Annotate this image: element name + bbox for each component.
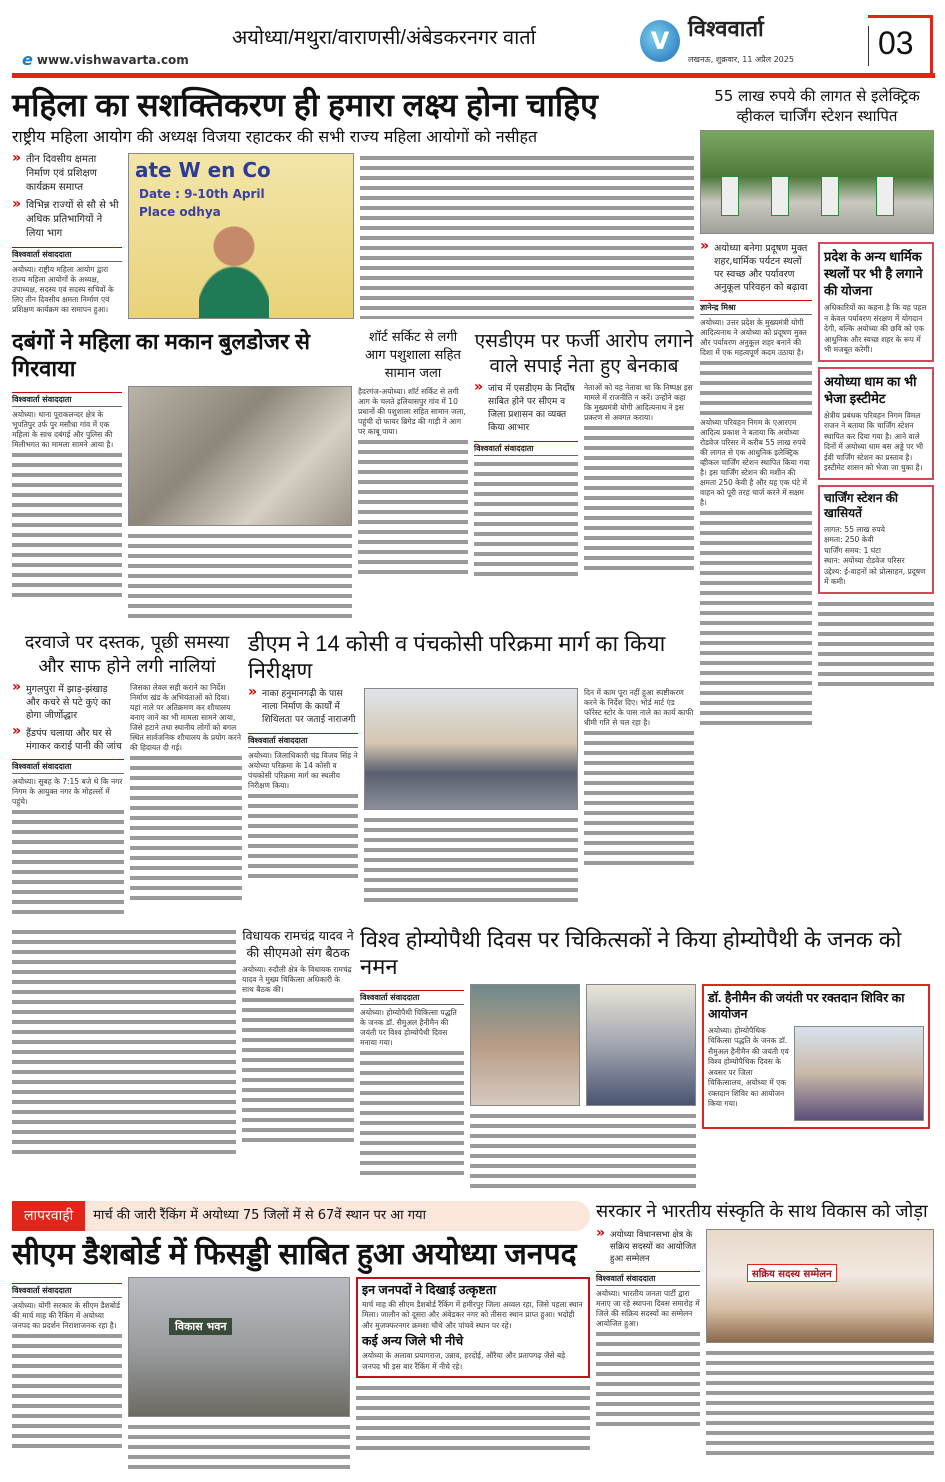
- story1-text: [360, 153, 694, 319]
- story6-bullet: » नाका हनुमानगढ़ी के पास नाला निर्माण के कार्यों में शिथिलता पर जताई नाराजगी: [248, 688, 358, 727]
- sammelan-photo: सक्रिय सदस्य सम्मेलन: [706, 1229, 934, 1343]
- dateline: लखनऊ, शुक्रवार, 11 अप्रैल 2025: [688, 55, 794, 64]
- page-number: 03: [878, 25, 914, 61]
- byline: विश्ववार्ता संवाददाता: [12, 759, 124, 774]
- byline: विश्ववार्ता संवाददाता: [596, 1271, 700, 1286]
- byline: विश्ववार्ता संवाददाता: [474, 441, 578, 456]
- districts-box: इन जनपदों ने दिखाई उत्कृष्टता मार्च माह की सीएम डैशबोर्ड रैंकिंग में हमीरपुर जिला अव्वल रहा, जिसे पहला स्थान मिला। जालौन को दूसरा और अंबेडकर नगर को तीसरा स्थान प्राप्त हुआ। भदोही और मुजफ्फरनगर क्रमशः चौथे और पांचवें स्थान पर रहे। कई अन्य जिले भी नीचे अयोध्या के अलावा प्रयागराज, उन्नाव, हरदोई, औरैया और प्रतापगढ़ जैसे बड़े जनपद भी इस बार रैंकिंग में नीचे रहे।: [356, 1277, 590, 1379]
- demolished-house-photo: [128, 386, 352, 526]
- page-number-box: [868, 15, 933, 73]
- story2-headline: दबंगों ने महिला का मकान बुलडोजर से गिरवाया: [12, 329, 311, 381]
- vikas-bhawan-photo: विकास भवन: [128, 1277, 350, 1417]
- website-link[interactable]: e www.vishwavarta.com: [22, 50, 189, 69]
- brand-logo-icon: V: [640, 20, 680, 62]
- story5-bullet: » हैंडपंप चलाया और घर से मंगाकर कराई पानी की जांच: [12, 727, 124, 753]
- ev-box-features: चार्जिंग स्टेशन की खासियतें लागत: 55 लाख रुपये क्षमता: 250 केवी चार्जिंग समय: 1 घंटा स्थान: अयोध्या रोडवेज परिसर उद्देश्य: ई-वाहनों को प्रोत्साहन, प्रदूषण में कमी।: [818, 485, 934, 594]
- story1-bullet: » विभिन्न राज्यों से सौ से भी अधिक प्रतिभागियों ने लिया भाग: [12, 199, 122, 241]
- kicker-bar: लापरवाही मार्च की जारी रैंकिंग में अयोध्या 75 जिलों में से 67वें स्थान पर आ गया: [12, 1201, 590, 1231]
- byline: विश्ववार्ता संवाददाता: [12, 392, 122, 407]
- story4-bullet: » जांच में एसडीएम के निर्दोष साबित होने पर सीएम व जिला प्रशासन का व्यक्त किया आभार: [474, 383, 578, 435]
- story9-headline: सीएम डैशबोर्ड में फिसड्डी साबित हुआ अयोध्या जनपद: [12, 1237, 577, 1271]
- story1-headline: महिला का सशक्तिकरण ही हमारा लक्ष्य होना चाहिए: [12, 87, 598, 123]
- story6-headline: डीएम ने 14 कोसी व पंचकोसी परिक्रमा मार्ग का किया निरीक्षण: [248, 631, 666, 683]
- homeopathy-doctors-photo: [586, 984, 696, 1106]
- byline: विश्ववार्ता संवाददाता: [248, 733, 358, 748]
- story5-headline: दरवाजे पर दस्तक, पूछी समस्या और साफ होने लगी नालियां: [24, 632, 230, 678]
- story8-headline: विश्व होम्योपैथी दिवस पर चिकित्सकों ने किया होम्योपैथी के जनक को नमन: [360, 927, 902, 979]
- brand-name: विश्ववार्ता: [688, 16, 764, 41]
- dm-inspection-photo: [364, 688, 578, 810]
- edition-title: अयोध्या/मथुरा/वाराणसी/अंबेडकरनगर वार्ता: [232, 27, 536, 49]
- speaker-figure: [199, 226, 269, 318]
- story1-lead: अयोध्या। राष्ट्रीय महिला आयोग द्वारा राज्य महिला आयोगों के अध्यक्ष, उपाध्यक्ष, सदस्य एवं सदस्य सचिवों के लिए तीन दिवसीय क्षमता निर्माण एवं प्रशिक्षण कार्यक्रम का समापन हुआ।: [12, 265, 114, 315]
- story1-photo: ate W en Co Date : 9-10th April Place odhya: [128, 153, 354, 319]
- ev-station-photo: [700, 130, 934, 234]
- browser-e-icon: e: [22, 50, 33, 69]
- blood-donation-photo: [794, 1026, 924, 1121]
- story3-headline: शॉर्ट सर्किट से लगी आग पशुशाला सहित सामान जला: [365, 330, 461, 382]
- header-rule: [12, 73, 935, 78]
- story10-bullet: » अयोध्या विधानसभा क्षेत्र के सक्रिय सदस्यों का आयोजित हुआ सम्मेलन: [596, 1229, 700, 1265]
- story4-headline: एसडीएम पर फर्जी आरोप लगाने वाले सपाई नेता हुए बेनकाब: [474, 330, 694, 378]
- ev-bullet: » अयोध्या बनेगा प्रदूषण मुक्त शहर,धार्मिक पर्यटन स्थलों पर स्वच्छ और पर्यावरण अनुकूल परिवहन को बढ़ावा: [700, 242, 812, 294]
- ev-box-estimate: अयोध्या धाम का भी भेजा इस्टीमेट क्षेत्रीय प्रबंधक परिवहन निगम विमल राजन ने बताया कि चार्जिंग स्टेशन स्थापित कर दिया गया है। आने वाले दिनों में अयोध्या धाम बस अड्डे पर भी ईवी चार्जिंग स्टेशन का प्रस्ताव है। इस्टीमेट शासन को भेजा जा चुका है।: [818, 367, 934, 480]
- story7-headline: विधायक रामचंद्र यादव ने की सीएमओ संग बैठक: [242, 928, 354, 961]
- ev-box-other-sites: प्रदेश के अन्य धार्मिक स्थलों पर भी है लगाने की योजना अधिकारियों का कहना है कि यह पहल न केवल पर्यावरण संरक्षण में योगदान देगी, बल्कि अयोध्या की छवि को एक आधुनिक और स्वच्छ शहर के रूप में भी मजबूत करेगी।: [818, 242, 934, 362]
- byline: ज्ञानेन्द्र मिश्रा: [700, 300, 812, 315]
- story1-subhead: राष्ट्रीय महिला आयोग की अध्यक्ष विजया रहाटकर की सभी राज्य महिला आयोगों को नसीहत: [12, 127, 538, 147]
- ev-headline: 55 लाख रुपये की लागत से इलेक्ट्रिक व्हीकल चार्जिंग स्टेशन स्थापित: [714, 87, 920, 125]
- story10-headline: सरकार ने भारतीय संस्कृति के साथ विकास को जोड़ा: [596, 1200, 928, 1221]
- homeopathy-patient-photo: [470, 984, 580, 1106]
- masthead: [12, 0, 937, 80]
- negligence-tag: लापरवाही: [12, 1201, 85, 1231]
- story1-bullet: » तीन दिवसीय क्षमता निर्माण एवं प्रशिक्षण कार्यक्रम समाप्त: [12, 153, 122, 195]
- story5-bullet: » मुगलपुरा में झाड़-झंखाड़ और कचरे से पटे कुएं का होगा जीर्णोद्धार: [12, 683, 124, 722]
- blood-donation-box: डॉ. हैनीमैन की जयंती पर रक्तदान शिविर का आयोजन अयोध्या। होम्योपैथिक चिकित्सा पद्धति के जनक डॉ. सैमुअल हैनीमैन की जयंती एवं विश्व होम्योपैथिक दिवस के अवसर पर जिला चिकित्सालय, अयोध्या में एक रक्तदान शिविर का आयोजन किया गया।: [702, 984, 930, 1129]
- byline: विश्ववार्ता संवाददाता: [12, 1283, 122, 1298]
- byline: विश्ववार्ता संवाददाता: [12, 247, 122, 262]
- byline: विश्ववार्ता संवाददाता: [360, 990, 464, 1005]
